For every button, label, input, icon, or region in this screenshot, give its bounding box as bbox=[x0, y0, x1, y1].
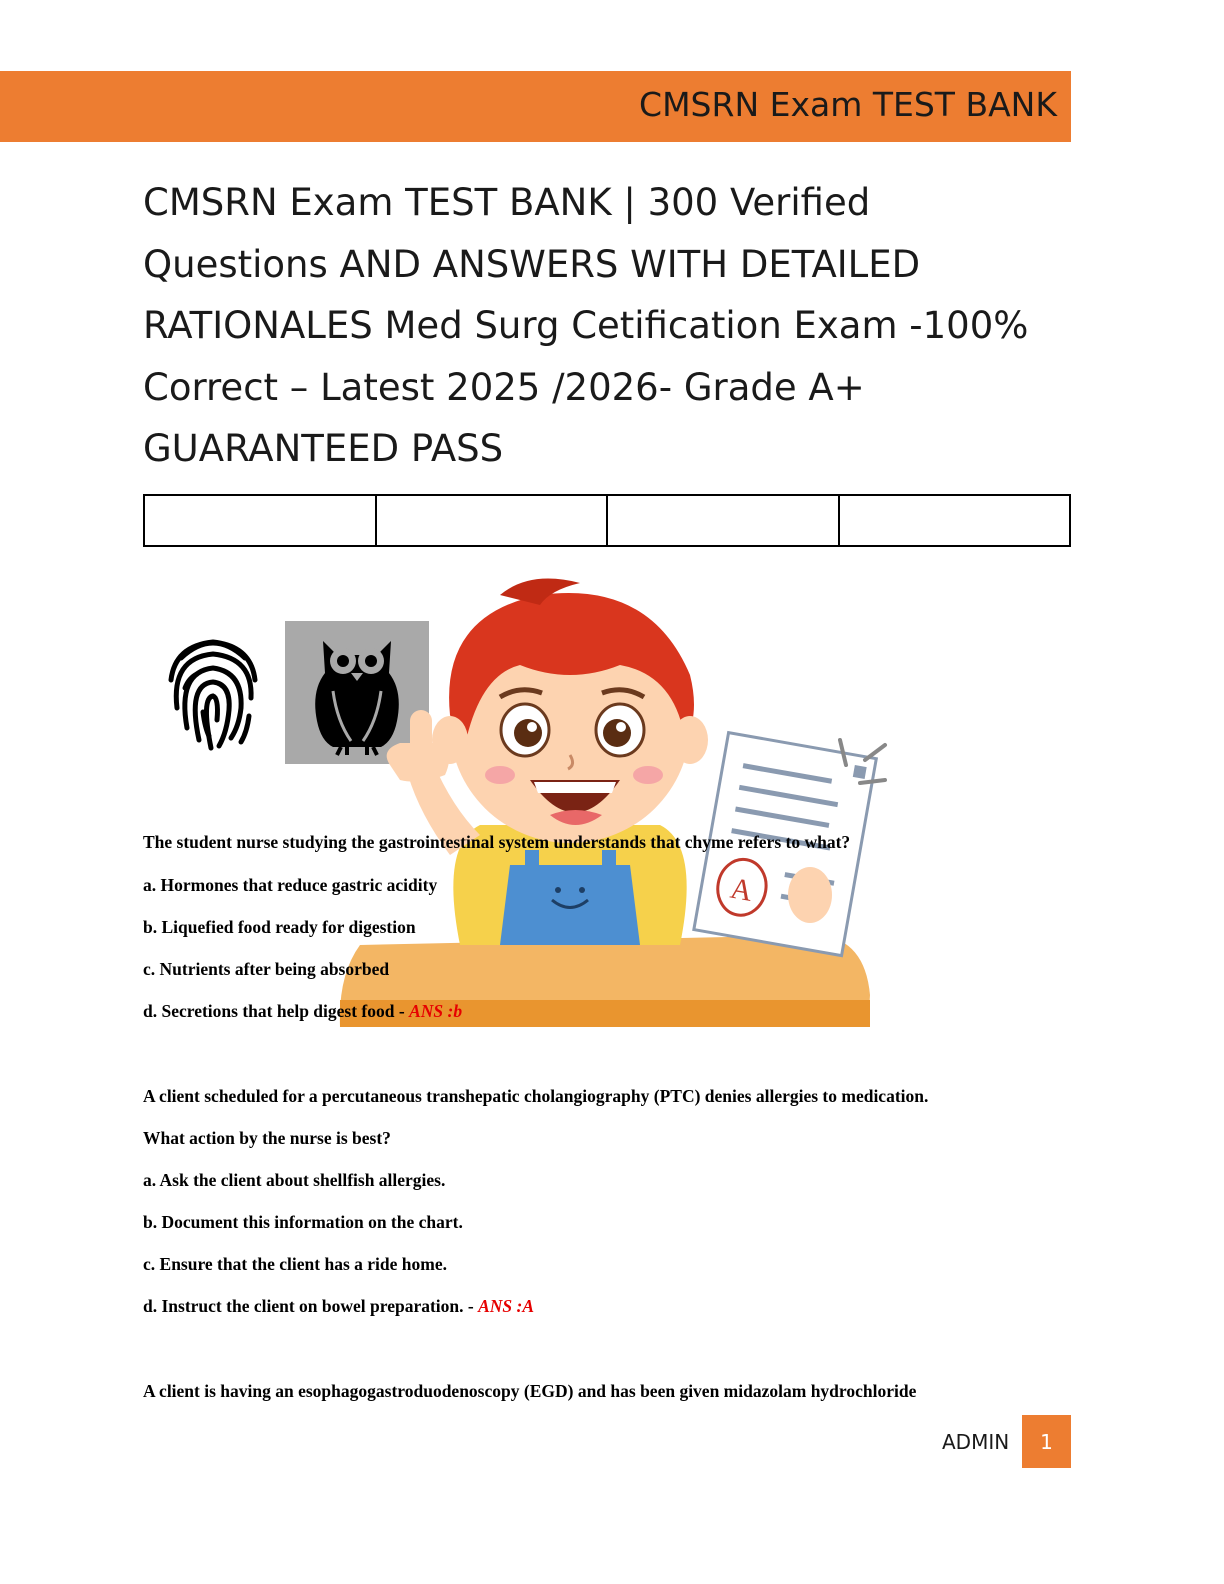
answer-key: ANS :A bbox=[478, 1296, 535, 1316]
option-a: a. Hormones that reduce gastric acidity bbox=[143, 875, 438, 895]
document-title bbox=[143, 172, 1043, 480]
footer-author: ADMIN bbox=[942, 1430, 1010, 1454]
title-line: RATIONALES Med Surg Cetification Exam -100% bbox=[143, 304, 1029, 347]
title-line: CMSRN Exam TEST BANK | 300 Verified bbox=[143, 181, 871, 224]
table-cell bbox=[839, 495, 1071, 546]
option-d: d. Instruct the client on bowel preparation. bbox=[143, 1296, 464, 1316]
header-bar bbox=[0, 71, 1071, 142]
question-stem: A client is having an esophagogastroduodenoscopy (EGD) and has been given midazolam hydrochloride bbox=[143, 1381, 917, 1401]
table-cell bbox=[376, 495, 608, 546]
option-b: b. Liquefied food ready for digestion bbox=[143, 917, 416, 937]
title-line: Questions AND ANSWERS WITH DETAILED bbox=[143, 242, 921, 286]
page-number: 1 bbox=[1022, 1415, 1071, 1468]
fingerprint-icon bbox=[163, 628, 263, 756]
header-title: CMSRN Exam TEST BANK bbox=[639, 85, 1057, 124]
option-c: c. Nutrients after being absorbed bbox=[143, 959, 390, 979]
question-stem: A client scheduled for a percutaneous transhepatic cholangiography (PTC) denies allergies to medication. bbox=[143, 1086, 929, 1106]
table-cell bbox=[144, 495, 376, 546]
option-d: d. Secretions that help digest food bbox=[143, 1001, 395, 1021]
question-stem: The student nurse studying the gastrointestinal system understands that chyme refers to what? bbox=[143, 832, 851, 852]
option-d-row bbox=[143, 1296, 1143, 1317]
table-row bbox=[144, 495, 1070, 546]
option-a: a. Ask the client about shellfish allergies. bbox=[143, 1170, 446, 1190]
title-line: Correct – Latest 2025 /2026- Grade A+ bbox=[143, 365, 865, 409]
blank-table bbox=[143, 494, 1071, 547]
option-d-row bbox=[143, 1001, 1143, 1022]
title-line: GUARANTEED PASS bbox=[143, 427, 504, 470]
paper-grade: A bbox=[727, 871, 756, 908]
answer-separator: - bbox=[394, 1001, 410, 1021]
table-cell bbox=[607, 495, 839, 546]
option-c: c. Ensure that the client has a ride home. bbox=[143, 1254, 447, 1274]
answer-separator: - bbox=[463, 1296, 479, 1316]
option-b: b. Document this information on the chart. bbox=[143, 1212, 463, 1232]
answer-key: ANS :b bbox=[409, 1001, 463, 1021]
question-stem-continued: What action by the nurse is best? bbox=[143, 1128, 391, 1148]
